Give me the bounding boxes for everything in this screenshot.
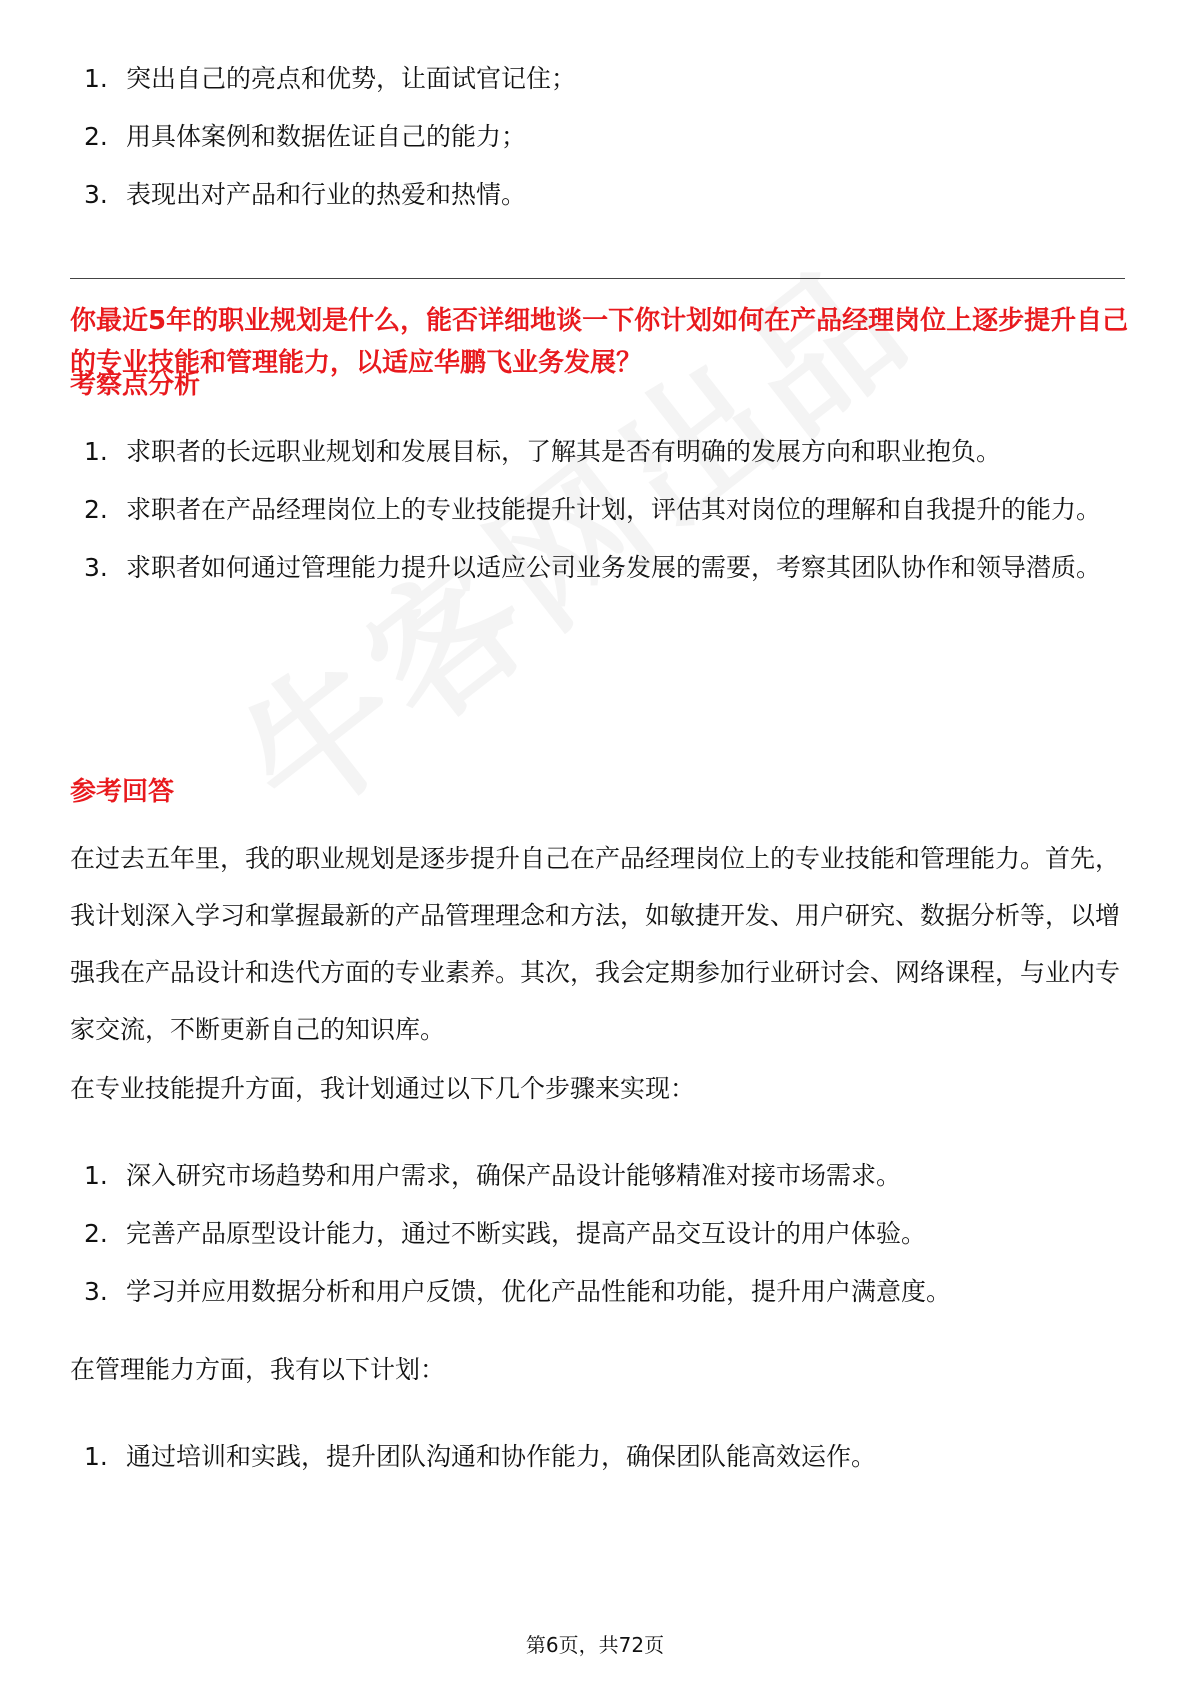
list-number: 1. bbox=[84, 64, 108, 93]
list-text: 深入研究市场趋势和用户需求，确保产品设计能够精准对接市场需求。 bbox=[126, 1161, 902, 1190]
list-text: 突出自己的亮点和优势，让面试官记住； bbox=[126, 64, 577, 93]
list-text: 表现出对产品和行业的热爱和热情。 bbox=[126, 180, 527, 209]
interview-question: 你最近5年的职业规划是什么，能否详细地谈一下你计划如何在产品经理岗位上逐步提升自己的专业技能和管理能力，以适应华鹏飞业务发展？ bbox=[70, 306, 1129, 378]
answer-paragraph: 在管理能力方面，我有以下计划： bbox=[70, 1355, 446, 1384]
answer-heading: 参考回答 bbox=[70, 777, 175, 807]
list-item bbox=[84, 481, 1124, 539]
answer-paragraph: 在专业技能提升方面，我计划通过以下几个步骤来实现： bbox=[70, 1074, 696, 1103]
list-number: 1. bbox=[84, 1161, 108, 1190]
list-text: 通过培训和实践，提升团队沟通和协作能力，确保团队能高效运作。 bbox=[126, 1442, 877, 1471]
list-number: 1. bbox=[84, 1442, 108, 1471]
answer-paragraph: 在过去五年里，我的职业规划是逐步提升自己在产品经理岗位上的专业技能和管理能力。首先，我计划深入学习和掌握最新的产品管理理念和方法，如敏捷开发、用户研究、数据分析等，以增强我在产品设计和迭代方面的专业素养。其次，我会定期参加行业研讨会、网络课程，与业内专家交流，不断更新自己的知识库。 bbox=[70, 844, 1121, 1044]
list-number: 2. bbox=[84, 122, 108, 151]
list-item bbox=[84, 539, 1124, 597]
list-text: 学习并应用数据分析和用户反馈，优化产品性能和功能，提升用户满意度。 bbox=[126, 1277, 952, 1306]
list-text: 完善产品原型设计能力，通过不断实践，提高产品交互设计的用户体验。 bbox=[126, 1219, 927, 1248]
intro-list bbox=[84, 50, 1124, 224]
list-text: 求职者如何通过管理能力提升以适应公司业务发展的需要，考察其团队协作和领导潜质。 bbox=[126, 553, 1102, 582]
list-item bbox=[84, 166, 1124, 224]
list-item bbox=[84, 423, 1124, 481]
list-item bbox=[84, 1428, 1124, 1486]
list-text: 用具体案例和数据佐证自己的能力； bbox=[126, 122, 527, 151]
list-item bbox=[84, 1263, 1124, 1321]
analysis-list bbox=[84, 423, 1124, 597]
list-number: 2. bbox=[84, 495, 108, 524]
section-divider bbox=[70, 278, 1125, 279]
management-plan-list bbox=[84, 1428, 1124, 1486]
list-number: 1. bbox=[84, 437, 108, 466]
list-item bbox=[84, 50, 1124, 108]
page-footer: 第6页，共72页 bbox=[525, 1633, 665, 1657]
list-item bbox=[84, 1205, 1124, 1263]
list-number: 3. bbox=[84, 553, 108, 582]
analysis-heading: 考察点分析 bbox=[70, 370, 201, 400]
list-number: 2. bbox=[84, 1219, 108, 1248]
list-item bbox=[84, 108, 1124, 166]
list-number: 3. bbox=[84, 180, 108, 209]
list-text: 求职者在产品经理岗位上的专业技能提升计划，评估其对岗位的理解和自我提升的能力。 bbox=[126, 495, 1102, 524]
list-number: 3. bbox=[84, 1277, 108, 1306]
skill-plan-list bbox=[84, 1147, 1124, 1321]
list-text: 求职者的长远职业规划和发展目标，了解其是否有明确的发展方向和职业抱负。 bbox=[126, 437, 1002, 466]
list-item bbox=[84, 1147, 1124, 1205]
